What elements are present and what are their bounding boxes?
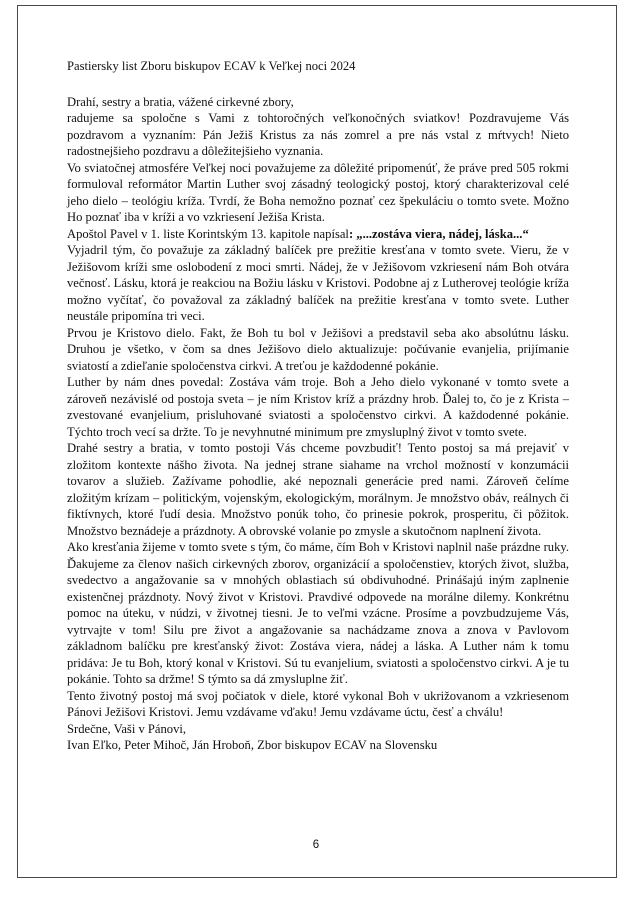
paragraph [67, 160, 569, 226]
paragraph-text: Vo sviatočnej atmosfére Veľkej noci považujeme za dôležité pripomenúť, že práve pred 505 rokmi formuloval reformátor Martin Luther svoj zásadný teologický postoj, ktorý charakterizoval celé jeho dielo – teológiu kríža. Tvrdí, že Boha nemožno poznať cez špekuláciu o tomto svete. Možno Ho poznať iba v kríži a vo vzkriesení Ježiša Krista. [67, 160, 569, 224]
paragraph [67, 688, 569, 721]
paragraph-text: radujeme sa spoločne s Vami z tohtoročných veľkonočných sviatkov! Pozdravujeme Vás pozdravom a vyznaním: Pán Ježiš Kristus za nás zomrel a pre nás vstal z mŕtvych! Nieto radostnejšieho pozdravu a dôležitejšieho vyznania. [67, 111, 569, 158]
paragraph [67, 374, 569, 440]
paragraph-text: Ako kresťania žijeme v tomto svete s tým, čo máme, čím Boh v Kristovi naplnil naše prázdne ruky. Ďakujeme za členov našich cirkevných zborov, organizácií a spoločenstiev, ktorých život, služba, svedectvo a angažovanie sa v mnohých oblastiach sú obdivuhodné. Prinášajú iným zaplnenie existenčnej prázdnoty. Nový život v Kristovi. Pravdivé odpovede na morálne dilemy. Konkrétnu pomoc na úteku, v núdzi, v životnej tiesni. Je to veľmi vzácne. Prosíme a povzbudzujeme Vás, vytrvajte v tom! Silu pre život a angažovanie sa nachádzame znova a znova v Pavlovom základnom balíčku pre kresťanský život: Zostáva viera, nádej a láska. A Luther nám k tomu pridáva: Je tu Boh, ktorý konal v Kristovi. Sú tu evanjelium, sviatosti a spoločenstvo cirkvi. A je tu pokánie. Tohto sa držme! S týmto sa dá zmysluplne žiť. [67, 540, 569, 686]
closing: Srdečne, Vaši v Pánovi, [67, 721, 187, 736]
paragraph-text: Apoštol Pavel v 1. liste Korintským 13. kapitole napísal [67, 226, 349, 241]
paragraph-list [67, 110, 569, 721]
greeting: Drahí, sestry a bratia, vážené cirkevné zbory, [67, 94, 294, 109]
paragraph-text: Drahé sestry a bratia, v tomto postoji Vás chceme povzbudiť! Tento postoj sa má prejaviť v zložitom kontexte nášho života. Na jednej strane siahame na vrchol možností v konzumácii tovarov a služieb. Zažívame pohodlie, aké nepoznali generácie pred nami. Zároveň čelíme zložitým krízam – politickým, vojenským, ekologickým, morálnym. Je množstvo obáv, reálnych či fiktívnych, ktoré ľudí desia. Množstvo ponúk toho, čo prinesie pokrok, prosperitu, či pôžitok. Množstvo beznádeje a prázdnoty. A obrovské volanie po zmysle a skutočnom naplnení života. [67, 441, 569, 538]
paragraph [67, 539, 569, 688]
letter-body [67, 58, 569, 754]
paragraph [67, 226, 569, 243]
signature: Ivan Eľko, Peter Mihoč, Ján Hroboň, Zbor biskupov ECAV na Slovensku [67, 738, 438, 752]
paragraph [67, 440, 569, 539]
paragraph-text: Vyjadril tým, čo považuje za základný balíček pre prežitie kresťana v tomto svete. Vieru, že v Ježišovom kríži sme oslobodení z moci smrti. Nádej, že v Ježišovom vzkriesení nám Boh otvára večnosť. Lásku, ktorá je reakciou na Božiu lásku v Kristovi. Podobne aj z Lutherovej teológie kríža možno vyčítať, čo považoval za základný balíček na prežitie kresťana v tomto svete. Luther neustále pripomína tri veci. [67, 243, 569, 323]
paragraph [67, 242, 569, 325]
paragraph [67, 325, 569, 375]
paragraph-text: Prvou je Kristovo dielo. Fakt, že Boh tu bol v Ježišovi a predstavil seba ako absolútnu lásku. Druhou je všetko, v čom sa dnes Ježišovo dielo aktualizuje: počúvanie evanjelia, prijímanie sviatostí a zdieľanie spoločenstva cirkvi. A treťou je každodenné pokánie. [67, 325, 569, 373]
page-number: 6 [312, 839, 320, 851]
paragraph-text: Luther by nám dnes povedal: Zostáva vám troje. Boh a Jeho dielo vykonané v tomto svete a zároveň nezávislé od postoja sveta – je ním Kristov kríž a prázdny hrob. Ďalej to, čo je z Krista – zvestované evanjelium, prisluhované sviatosti a spoločenstvo cirkvi. A každodenné pokánie. Týchto troch vecí sa držte. To je nevyhnutné minimum pre zmysluplný život v tomto svete. [67, 375, 569, 439]
paragraph-text: Tento životný postoj má svoj počiatok v diele, ktoré vykonal Boh v ukrižovanom a vzkriesenom Pánovi Ježišovi Kristovi. Jemu vzdávame vďaku! Jemu vzdávame úctu, česť a chválu! [67, 688, 569, 719]
paragraph-quote: : „...zostáva viera, nádej, láska...“ [348, 226, 529, 241]
document-title: Pastiersky list Zboru biskupov ECAV k Veľkej noci 2024 [67, 59, 356, 73]
paragraph [67, 110, 569, 160]
